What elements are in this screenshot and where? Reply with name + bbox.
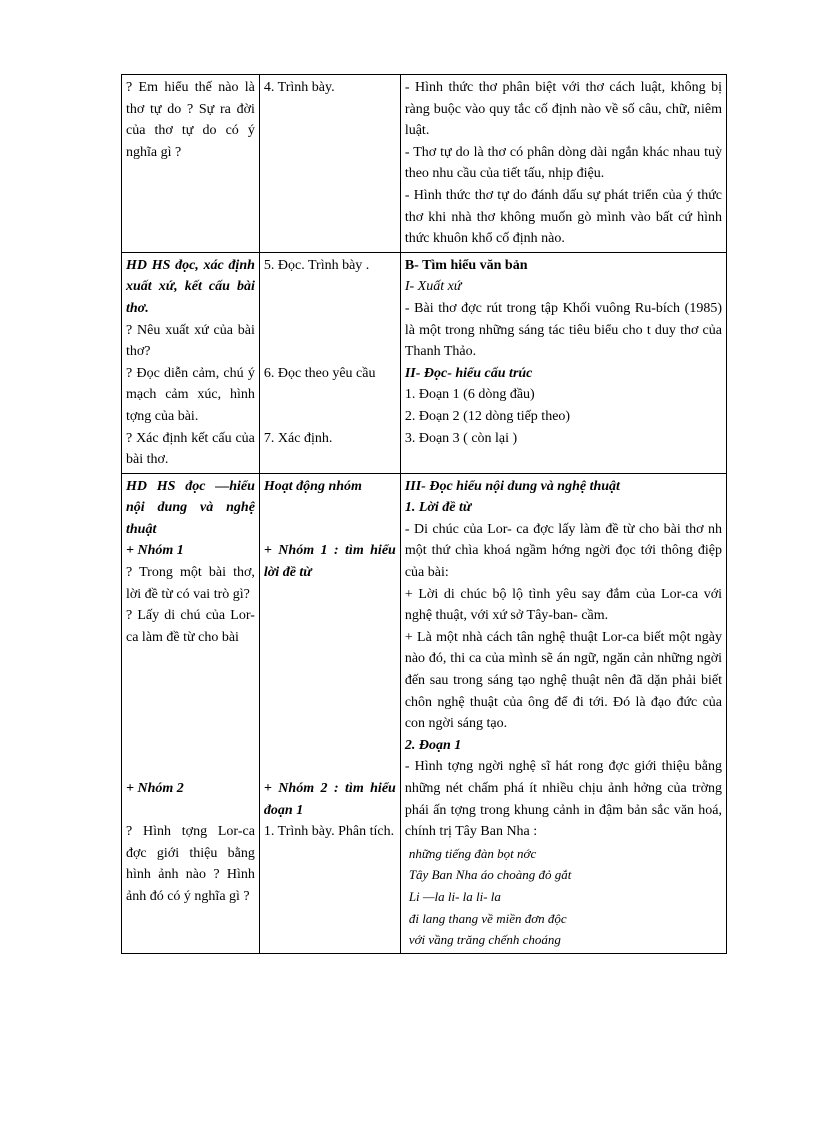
- text-paragraph: II- Đọc- hiểu cấu trúc: [404, 365, 533, 381]
- text-paragraph: ? Hình tợng Lor-ca đợc giới thiệu bằng hình ảnh nào ? Hình ảnh đó có ý nghĩa gì ?: [126, 824, 255, 904]
- spacer: [126, 648, 255, 670]
- text-paragraph: - Hình thức thơ tự do đánh dấu sự phát triển của ý thức thơ khi nhà thơ không muốn gò mình vào bất cứ hình thức khuôn khổ cố định nào.: [404, 187, 722, 247]
- spacer: [126, 692, 255, 714]
- text-paragraph: HD HS đọc, xác định xuất xứ, kết cấu bài thơ.: [126, 257, 255, 316]
- poem-line: Tây Ban Nha áo choàng đỏ gắt: [408, 867, 572, 883]
- poem-line: những tiếng đàn bọt nớc: [408, 845, 537, 861]
- text-paragraph: ? Lấy di chú của Lor-ca làm đề từ cho bài: [126, 608, 255, 645]
- student-activity-cell: [259, 75, 400, 253]
- spacer: [126, 756, 255, 778]
- student-activity-cell: [259, 252, 400, 473]
- text-paragraph: ? Trong một bài thơ, lời đề từ có vai trò gì?: [126, 565, 255, 602]
- lesson-plan-body: [122, 75, 727, 954]
- text-paragraph: - Thơ tự do là thơ có phân dòng dài ngắn khác nhau tuỳ theo nhu cầu của tiết tấu, nhịp điệu.: [404, 144, 722, 182]
- spacer: [264, 584, 396, 606]
- content-cell: [400, 75, 726, 253]
- text-paragraph: I- Xuất xứ: [404, 279, 462, 295]
- text-paragraph: - Bài thơ đợc rút trong tập Khối vuông Ru-bích (1985) là một trong những sáng tác tiêu biểu cho t duy thơ của Thanh Thảo.: [404, 300, 722, 360]
- text-paragraph: 6. Đọc theo yêu cầu: [263, 365, 376, 381]
- text-paragraph: HD HS đọc —hiểu nội dung và nghệ thuật: [126, 478, 255, 537]
- poem-line: đi lang thang về miền đơn độc: [408, 910, 567, 926]
- spacer: [264, 713, 396, 735]
- text-paragraph: 1. Đoạn 1 (6 dòng đầu): [404, 387, 535, 403]
- text-paragraph: + Nhóm 2: [126, 781, 184, 796]
- text-paragraph: + Nhóm 1 : tìm hiểu lời đề từ: [263, 543, 396, 581]
- spacer: [126, 800, 255, 822]
- spacer: [264, 276, 396, 298]
- spacer: [126, 735, 255, 757]
- teacher-activity-cell: [122, 75, 260, 253]
- text-paragraph: ? Em hiểu thế nào là thơ tự do ? Sự ra đời của thơ tự do có ý nghĩa gì ?: [126, 80, 255, 160]
- spacer: [264, 605, 396, 627]
- poem-line: Li —la li- la li- la: [408, 888, 501, 904]
- spacer: [264, 320, 396, 342]
- teacher-activity-cell: [122, 252, 260, 473]
- text-paragraph: - Di chúc của Lor- ca đợc lấy làm đề từ cho bài thơ nh một thứ chìa khoá ngầm hớng ngời đọc tới thông điệp của bài:: [404, 521, 722, 581]
- text-paragraph: 2. Đoạn 1: [404, 737, 462, 753]
- text-paragraph: ? Nêu xuất xứ của bài thơ?: [126, 322, 255, 360]
- teacher-activity-cell: [122, 473, 260, 953]
- text-paragraph: + Lời di chúc bộ lộ tình yêu say đắm của Lor-ca với nghệ thuật, với xứ sở Tây-ban- cầm.: [404, 586, 722, 624]
- text-paragraph: - Hình thức thơ phân biệt với thơ cách luật, không bị ràng buộc vào quy tắc cố định nào về số câu, chữ, niêm luật.: [404, 80, 722, 139]
- text-paragraph: B- Tìm hiểu văn bản: [404, 257, 528, 273]
- spacer: [264, 756, 396, 778]
- text-paragraph: 2. Đoạn 2 (12 dòng tiếp theo): [404, 408, 571, 424]
- content-cell: [400, 252, 726, 473]
- spacer: [126, 713, 255, 735]
- table-row-content-analysis-row: [122, 473, 727, 953]
- text-paragraph: ? Đọc diễn cảm, chú ý mạch cảm xúc, hình tợng của bài.: [126, 365, 255, 424]
- spacer: [264, 341, 396, 363]
- text-paragraph: + Nhóm 2 : tìm hiểu đoạn 1: [263, 781, 396, 818]
- text-paragraph: 7. Xác định.: [263, 430, 333, 446]
- text-paragraph: 5. Đọc. Trình bày .: [263, 257, 370, 273]
- text-paragraph: + Là một nhà cách tân nghệ thuật Lor-ca biết một ngày nào đó, thi ca của mình sẽ án ngữ, ngăn cản những ngời đến sau trong sáng tạo nghệ thuật nên đã dặn phải biết chôn nghệ thuật của ông để đi tới. Đó là đạo đức của con ngời sáng tạo.: [404, 629, 722, 732]
- spacer: [264, 519, 396, 541]
- text-paragraph: 1. Lời đề từ: [404, 500, 472, 516]
- spacer: [264, 497, 396, 519]
- spacer: [264, 406, 396, 428]
- text-paragraph: 4. Trình bày.: [263, 80, 335, 95]
- text-paragraph: Hoạt động nhóm: [263, 478, 362, 494]
- text-paragraph: 1. Trình bày. Phân tích.: [263, 824, 395, 840]
- spacer: [264, 384, 396, 406]
- text-paragraph: 3. Đoạn 3 ( còn lại ): [404, 430, 518, 446]
- text-paragraph: III- Đọc hiểu nội dung và nghệ thuật: [404, 478, 620, 494]
- text-paragraph: + Nhóm 1: [126, 543, 184, 559]
- spacer: [264, 648, 396, 670]
- spacer: [264, 298, 396, 320]
- content-cell: [400, 473, 726, 953]
- table-row-text-overview-row: [122, 252, 727, 473]
- text-paragraph: - Hình tợng ngời nghệ sĩ hát rong đợc giới thiệu bằng những nét chấm phá ít nhiều chịu ảnh hởng của trờng phái ấn tợng trong khung cảnh in đậm bản sắc văn hoá, chính trị Tây Ban Nha :: [404, 759, 722, 840]
- text-paragraph: ? Xác định kết cấu của bài thơ.: [126, 430, 255, 468]
- lesson-plan-table: [121, 74, 727, 954]
- spacer: [264, 692, 396, 714]
- table-row-free-verse-row: [122, 75, 727, 253]
- student-activity-cell: [259, 473, 400, 953]
- spacer: [126, 670, 255, 692]
- spacer: [264, 735, 396, 757]
- poem-line: với vầng trăng chếnh choáng: [408, 932, 561, 948]
- spacer: [264, 670, 396, 692]
- spacer: [264, 627, 396, 649]
